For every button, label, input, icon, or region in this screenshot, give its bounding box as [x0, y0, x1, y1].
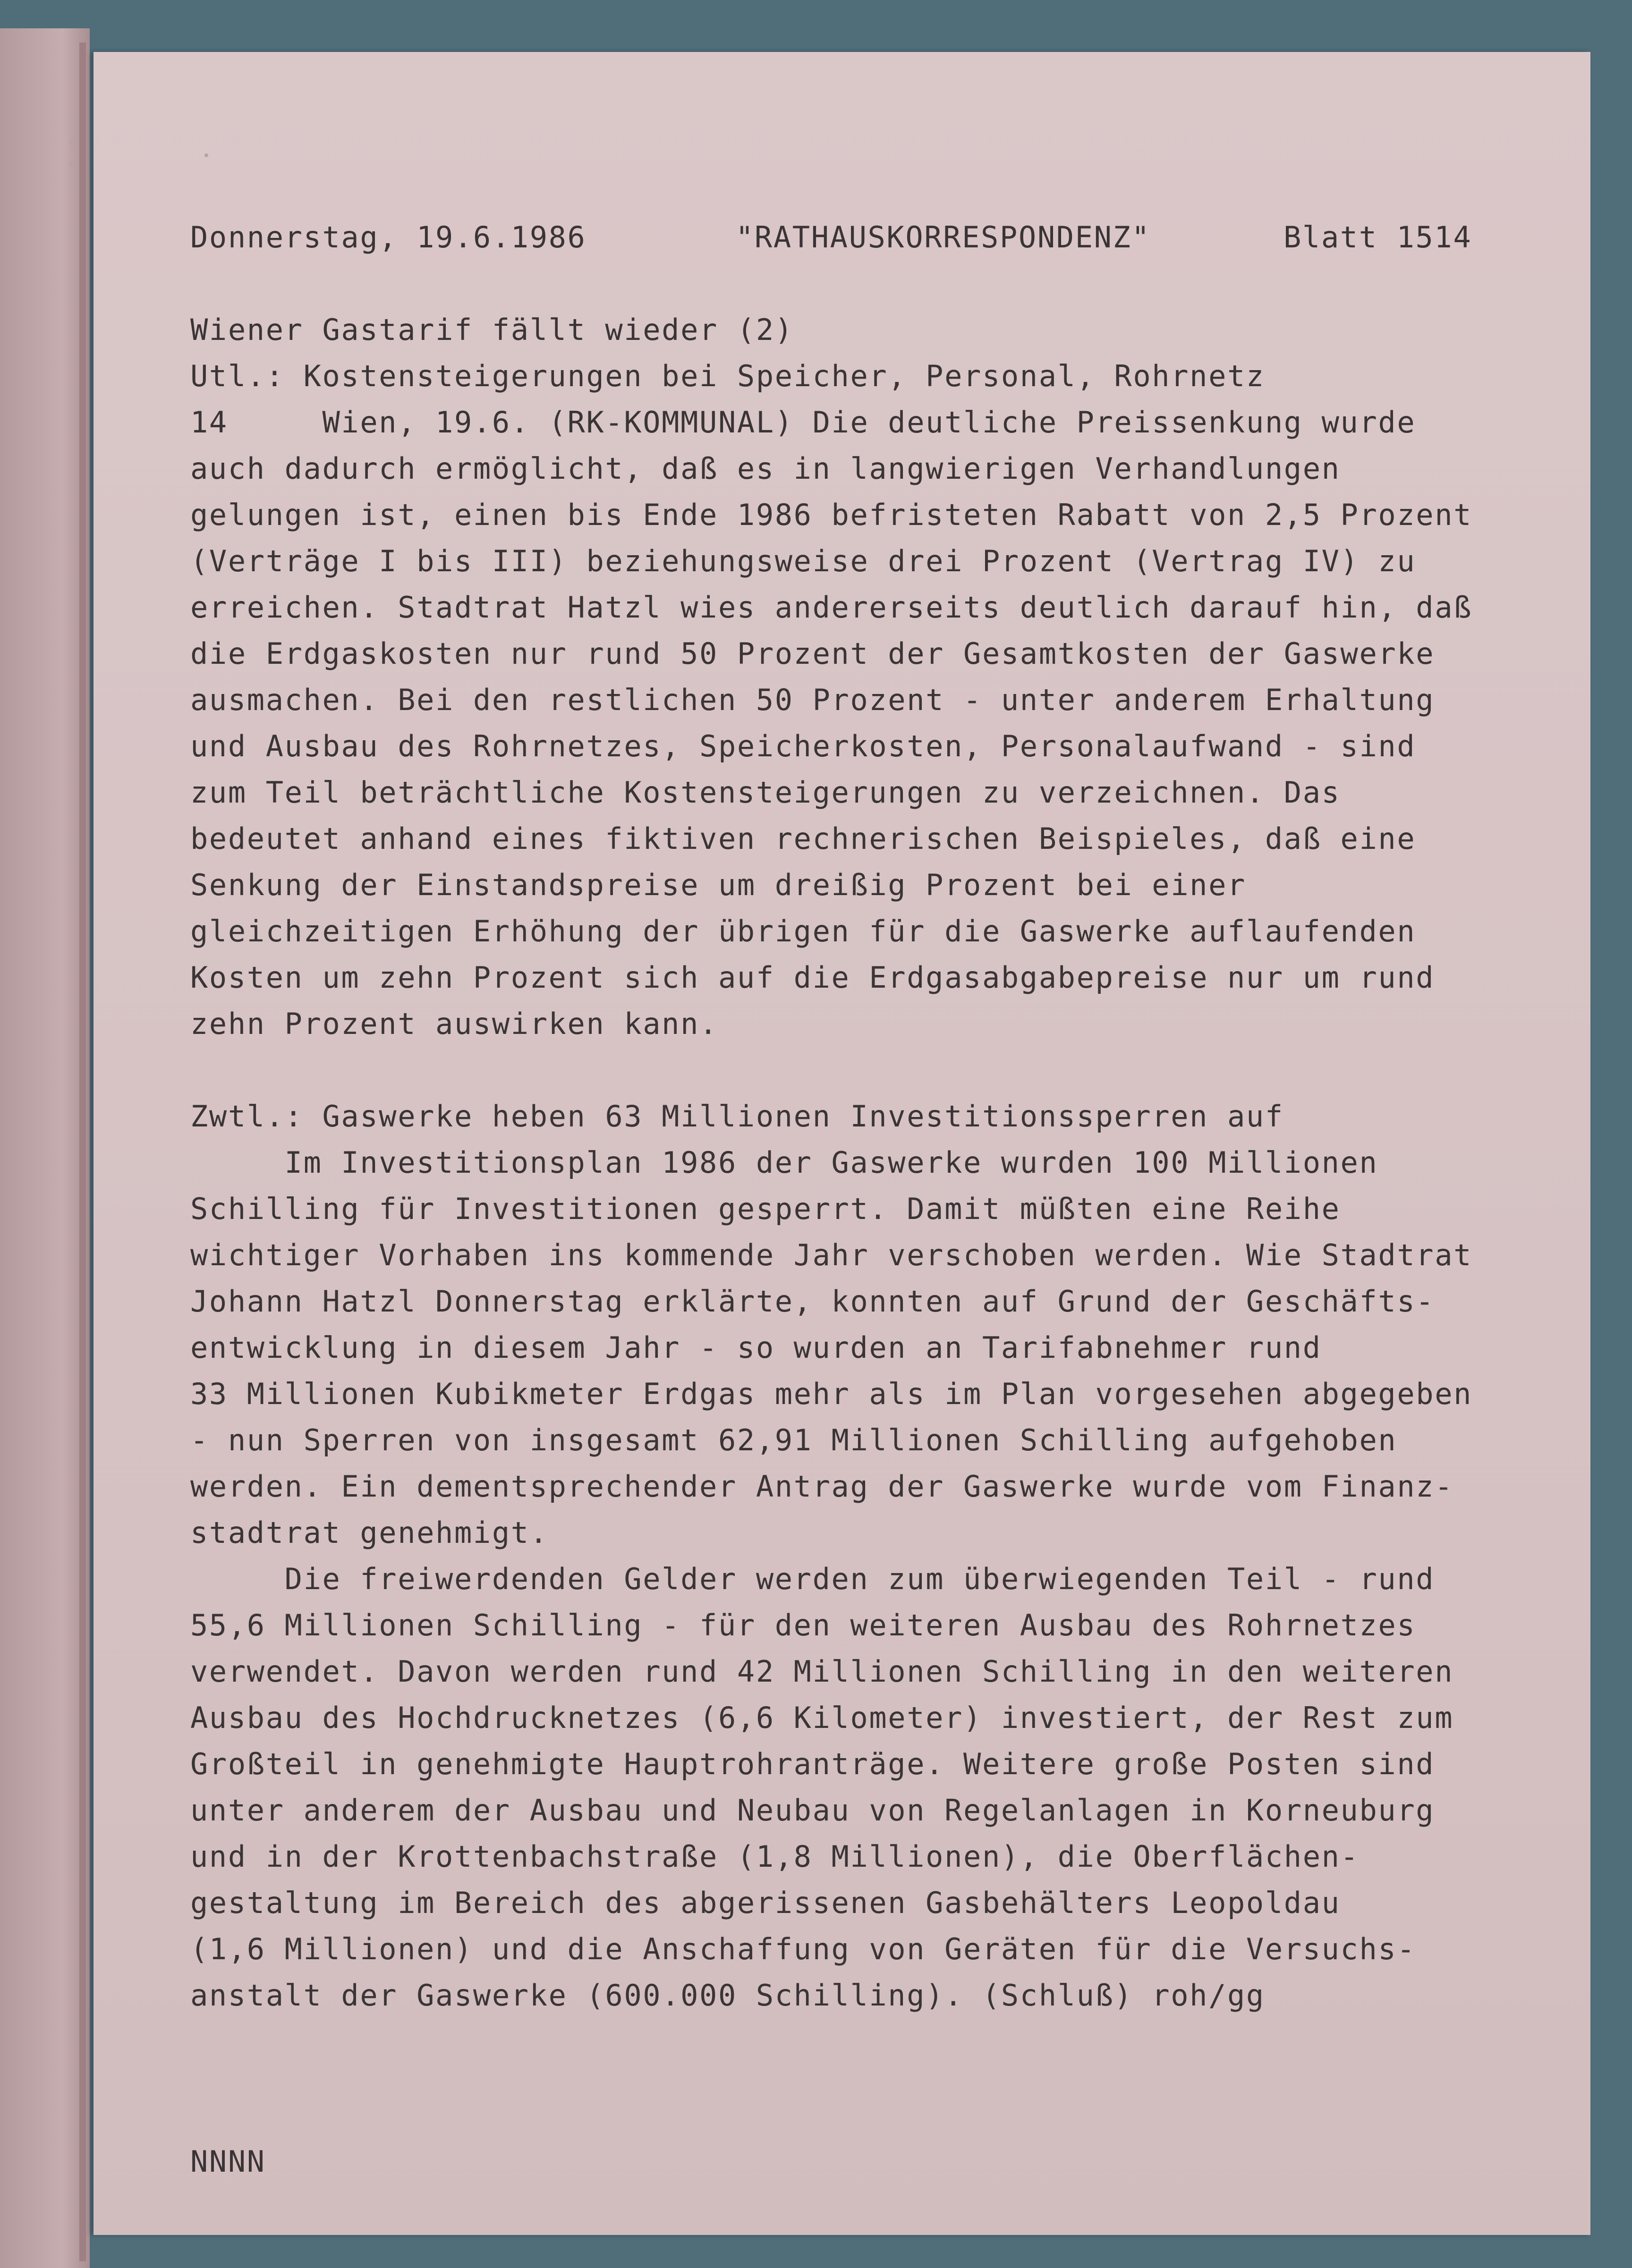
- header-sheet-number: Blatt 1514: [1284, 220, 1472, 254]
- paragraph1-line: zehn Prozent auswirken kann.: [190, 1007, 718, 1041]
- header-date: Donnerstag, 19.6.1986: [190, 220, 586, 254]
- punch-hole-mark: [69, 139, 75, 145]
- paragraph1-line: zum Teil beträchtliche Kostensteigerungen zu verzeichnen. Das: [190, 775, 1341, 810]
- paragraph3-line: verwendet. Davon werden rund 42 Millionen Schilling in den weiteren: [190, 1654, 1454, 1689]
- paragraph1-line: auch dadurch ermöglicht, daß es in langwierigen Verhandlungen: [190, 451, 1341, 486]
- paragraph1-line: Senkung der Einstandspreise um dreißig Prozent bei einer: [190, 868, 1246, 902]
- paragraph3-line: Großteil in genehmigte Hauptrohranträge. Weitere große Posten sind: [190, 1747, 1435, 1781]
- paragraph1-line: und Ausbau des Rohrnetzes, Speicherkosten, Personalaufwand - sind: [190, 729, 1416, 763]
- paragraph2-line: Im Investitionsplan 1986 der Gaswerke wurden 100 Millionen: [190, 1145, 1378, 1180]
- paragraph1-line: Kosten um zehn Prozent sich auf die Erdgasabgabepreise nur um rund: [190, 960, 1435, 995]
- paragraph3-line: gestaltung im Bereich des abgerissenen Gasbehälters Leopoldau: [190, 1886, 1341, 1920]
- paragraph1-line: ausmachen. Bei den restlichen 50 Prozent - unter anderem Erhaltung: [190, 683, 1435, 717]
- paragraph1-line: 14 Wien, 19.6. (RK-KOMMUNAL) Die deutliche Preissenkung wurde: [190, 405, 1416, 440]
- paper-speck: [204, 153, 208, 157]
- paragraph2-line: entwicklung in diesem Jahr - so wurden an Tarifabnehmer rund: [190, 1330, 1322, 1365]
- punch-hole-mark: [69, 161, 75, 167]
- paragraph1-line: erreichen. Stadtrat Hatzl wies andererseits deutlich darauf hin, daß: [190, 590, 1473, 625]
- paragraph3-line: anstalt der Gaswerke (600.000 Schilling). (Schluß) roh/gg: [190, 1978, 1265, 2013]
- intertitle: Zwtl.: Gaswerke heben 63 Millionen Investitionssperren auf: [190, 1099, 1284, 1134]
- paragraph3-line: unter anderem der Ausbau und Neubau von Regelanlagen in Korneuburg: [190, 1793, 1435, 1828]
- paragraph3-line: (1,6 Millionen) und die Anschaffung von Geräten für die Versuchs-: [190, 1932, 1416, 1966]
- paragraph2-line: Johann Hatzl Donnerstag erklärte, konnten auf Grund der Geschäfts-: [190, 1284, 1435, 1319]
- end-mark: NNNN: [190, 2144, 266, 2179]
- header-publication: "RATHAUSKORRESPONDENZ": [736, 220, 1151, 254]
- article-title: Wiener Gastarif fällt wieder (2): [190, 313, 794, 347]
- paragraph2-line: - nun Sperren von insgesamt 62,91 Millionen Schilling aufgehoben: [190, 1423, 1397, 1457]
- paragraph3-line: Die freiwerdenden Gelder werden zum überwiegenden Teil - rund: [190, 1562, 1435, 1596]
- paragraph2-line: stadtrat genehmigt.: [190, 1515, 549, 1550]
- paragraph3-line: Ausbau des Hochdrucknetzes (6,6 Kilometer) investiert, der Rest zum: [190, 1701, 1454, 1735]
- paragraph1-line: gelungen ist, einen bis Ende 1986 befristeten Rabatt von 2,5 Prozent: [190, 498, 1473, 532]
- paragraph3-line: 55,6 Millionen Schilling - für den weiteren Ausbau des Rohrnetzes: [190, 1608, 1416, 1642]
- paragraph3-line: und in der Krottenbachstraße (1,8 Millionen), die Oberflächen-: [190, 1839, 1360, 1874]
- previous-page-binding: [79, 42, 86, 2261]
- article-subtitle: Utl.: Kostensteigerungen bei Speicher, Personal, Rohrnetz: [190, 359, 1265, 393]
- paragraph2-line: 33 Millionen Kubikmeter Erdgas mehr als im Plan vorgesehen abgegeben: [190, 1377, 1473, 1411]
- paragraph1-line: (Verträge I bis III) beziehungsweise drei Prozent (Vertrag IV) zu: [190, 544, 1416, 578]
- paragraph2-line: werden. Ein dementsprechender Antrag der Gaswerke wurde vom Finanz-: [190, 1469, 1454, 1504]
- paragraph2-line: Schilling für Investitionen gesperrt. Damit müßten eine Reihe: [190, 1192, 1341, 1226]
- paragraph2-line: wichtiger Vorhaben ins kommende Jahr verschoben werden. Wie Stadtrat: [190, 1238, 1473, 1272]
- paragraph1-line: bedeutet anhand eines fiktiven rechnerischen Beispieles, daß eine: [190, 821, 1416, 856]
- document-page: [94, 52, 1590, 2235]
- paragraph1-line: gleichzeitigen Erhöhung der übrigen für die Gaswerke auflaufenden: [190, 914, 1416, 948]
- paragraph1-line: die Erdgaskosten nur rund 50 Prozent der Gesamtkosten der Gaswerke: [190, 636, 1435, 671]
- previous-page-edge: [0, 28, 90, 2268]
